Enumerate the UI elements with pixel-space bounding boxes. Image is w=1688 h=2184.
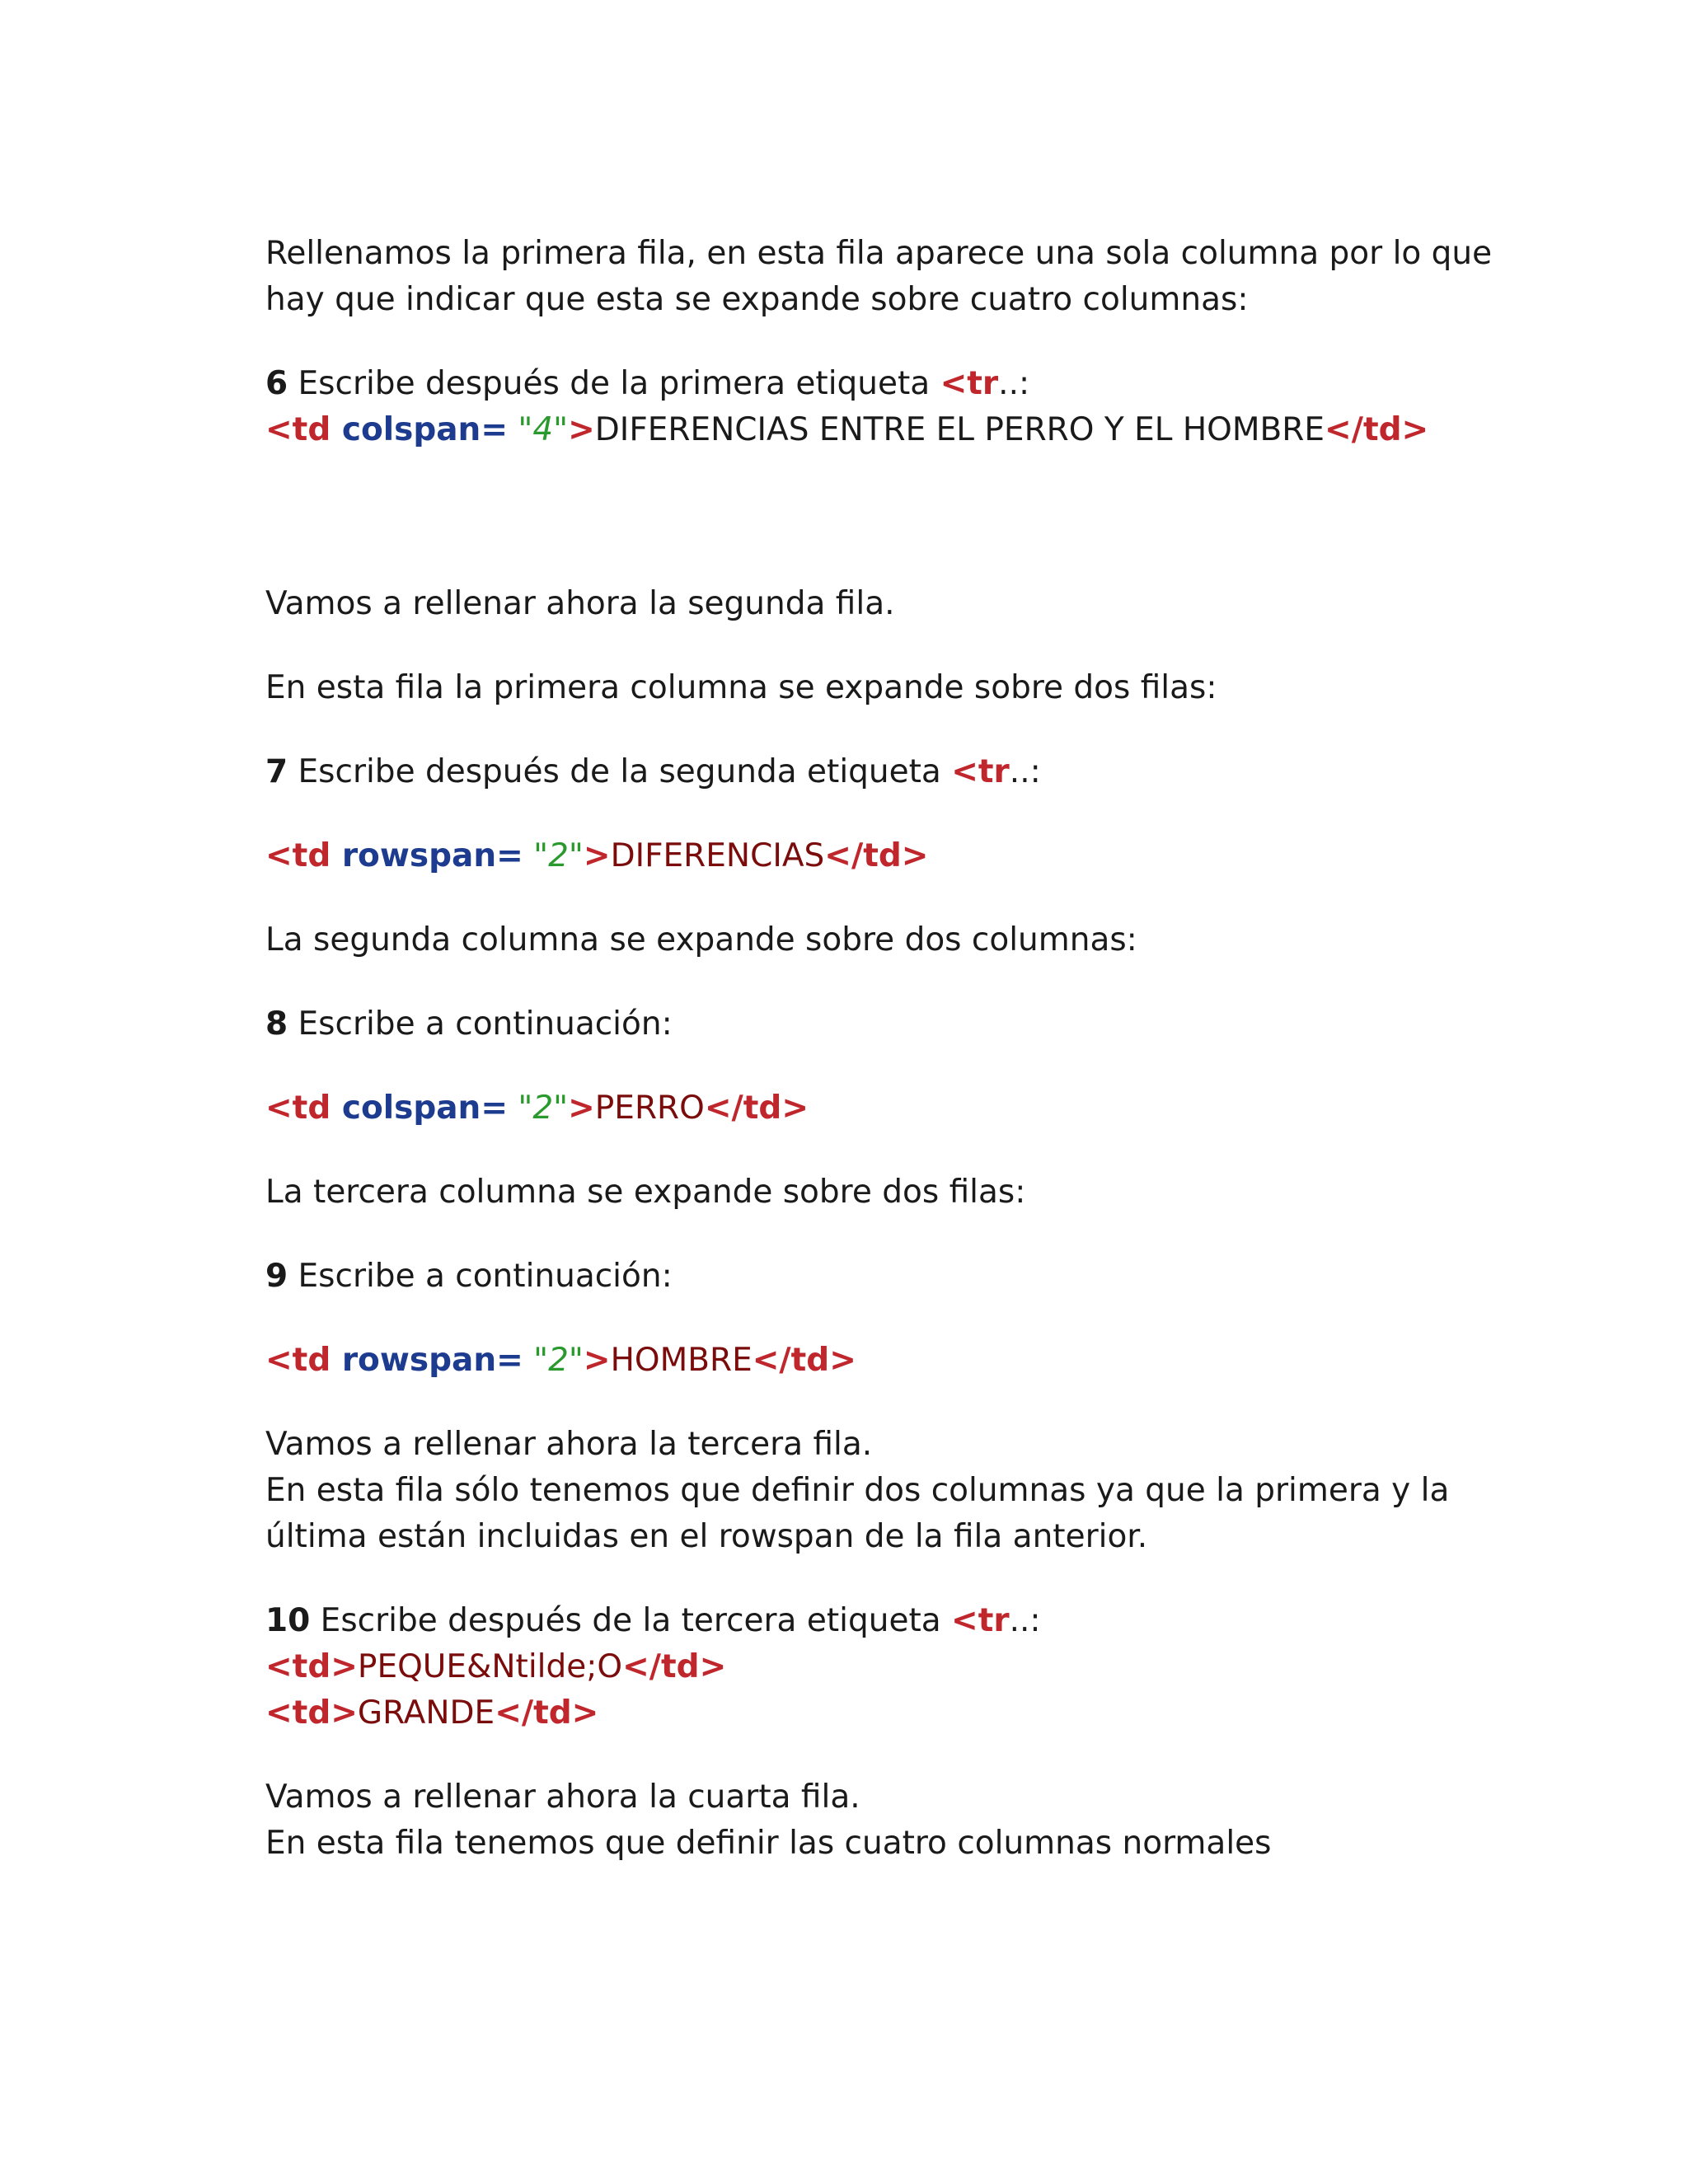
step-text: Escribe después de la primera etiqueta [288,365,940,402]
step-6-instruction [265,361,1452,407]
code-close-tag: </td> [752,1342,856,1379]
code-attribute: colspan= [341,1090,508,1127]
step-8-instruction [265,1001,1452,1047]
step-number: 9 [265,1258,288,1295]
code-open-tag: <td [265,1342,342,1379]
code-close-tag: </td> [824,837,929,874]
intro-line-2: hay que indicar que esta se expande sobre cuatro columnas: [265,281,1249,318]
row-2-description: En esta fila la primera columna se expande sobre dos filas: [265,669,1217,706]
code-close-tag: </td> [1325,411,1429,448]
column-2-description: La segunda columna se expande sobre dos columnas: [265,921,1137,958]
code-content: PEQUE&Ntilde;O [357,1648,623,1685]
code-open-tag: <td [265,1090,342,1127]
code-content: DIFERENCIAS ENTRE EL PERRO Y EL HOMBRE [594,411,1325,448]
row-3-description-1: En esta fila sólo tenemos que definir dos columnas ya que la primera y la [265,1472,1450,1509]
step-7-instruction [265,749,1452,795]
step-7-code [265,833,1452,879]
step-tail: ..: [1009,753,1041,790]
step-text: Escribe a continuación: [288,1258,673,1295]
tr-tag: <tr [951,1602,1010,1639]
code-open-tag: <td> [265,1648,358,1685]
code-value: "2" [508,1090,569,1127]
code-bracket: > [568,411,595,448]
code-close-tag: </td> [495,1694,599,1732]
intro-line-1: Rellenamos la primera fila, en esta fila aparece una sola columna por lo que [265,235,1493,272]
code-attribute: rowspan= [341,1342,523,1379]
code-attribute: colspan= [341,411,508,448]
row-2-intro: Vamos a rellenar ahora la segunda fila. [265,585,895,622]
code-value: "2" [523,837,584,874]
step-9-code [265,1338,1452,1384]
code-bracket: > [583,837,611,874]
code-bracket: > [583,1342,611,1379]
code-bracket: > [568,1090,595,1127]
code-content: GRANDE [357,1694,495,1732]
step-text: Escribe a continuación: [288,1005,673,1043]
step-text: Escribe después de la tercera etiqueta [310,1602,952,1639]
code-content: HOMBRE [610,1342,753,1379]
tr-tag: <tr [951,753,1010,790]
code-close-tag: </td> [622,1648,727,1685]
row-3-intro: Vamos a rellenar ahora la tercera fila. [265,1426,873,1463]
row-3-description-2: última están incluidas en el rowspan de la fila anterior. [265,1518,1148,1555]
step-10-instruction [265,1598,1452,1644]
code-value: "2" [523,1342,584,1379]
code-open-tag: <td [265,837,342,874]
step-number: 8 [265,1005,288,1043]
step-tail: ..: [998,365,1030,402]
step-text: Escribe después de la segunda etiqueta [288,753,952,790]
step-6-code [265,407,1452,453]
step-9-instruction [265,1254,1452,1300]
step-number: 6 [265,365,288,402]
code-content: PERRO [594,1090,705,1127]
column-3-description: La tercera columna se expande sobre dos filas: [265,1174,1026,1211]
step-number: 7 [265,753,288,790]
code-content: DIFERENCIAS [610,837,825,874]
step-10-code-2 [265,1690,1452,1736]
row-4-intro: Vamos a rellenar ahora la cuarta fila. [265,1779,860,1816]
row-4-description: En esta fila tenemos que definir las cuatro columnas normales [265,1825,1272,1862]
tr-tag: <tr [940,365,999,402]
code-attribute: rowspan= [341,837,523,874]
code-open-tag: <td [265,411,342,448]
step-10-code-1 [265,1644,1452,1690]
code-value: "4" [508,411,569,448]
document-page [265,231,1493,1867]
step-tail: ..: [1009,1602,1041,1639]
step-number: 10 [265,1602,311,1639]
code-close-tag: </td> [704,1090,809,1127]
code-open-tag: <td> [265,1694,358,1732]
step-8-code [265,1085,1452,1132]
